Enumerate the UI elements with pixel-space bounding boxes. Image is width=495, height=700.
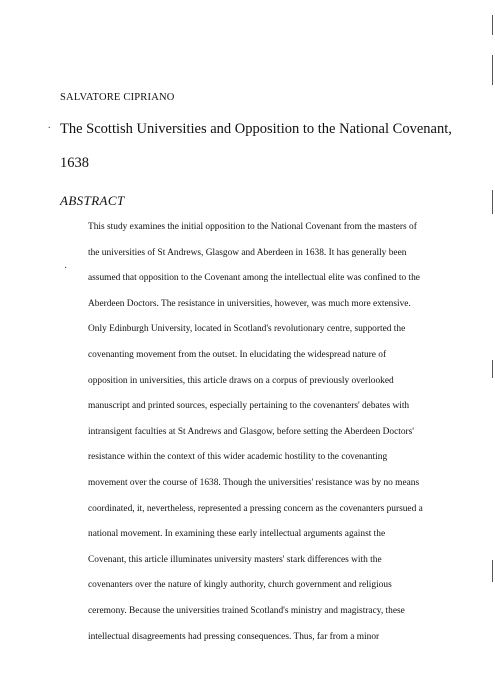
abstract-line: Covenant, this article illuminates university masters' stark differences with the <box>88 554 382 565</box>
abstract-line: covenanters over the nature of kingly authority, church government and religious <box>88 580 392 591</box>
abstract-line: manuscript and printed sources, especially pertaining to the covenanters' debates with <box>88 401 410 412</box>
abstract-line: intransigent faculties at St Andrews and Glasgow, before setting the Aberdeen Doctors' <box>88 426 414 437</box>
scan-speck: · <box>64 263 68 274</box>
abstract-line: movement over the course of 1638. Though the universities' resistance was by no means <box>88 477 420 488</box>
abstract-line: national movement. In examining these early intellectual arguments against the <box>88 529 386 540</box>
abstract-line: coordinated, it, nevertheless, represented a pressing concern as the covenanters pursued a <box>88 503 423 514</box>
scan-edge-mark <box>492 55 493 85</box>
abstract-line: intellectual disagreements had pressing consequences. Thus, far from a minor <box>88 631 380 642</box>
author-name: SALVATORE CIPRIANO <box>60 92 175 103</box>
paper-title: The Scottish Universities and Opposition to the National Covenant, 1638 <box>60 121 452 171</box>
abstract-line: ceremony. Because the universities trained Scotland's ministry and magistracy, these <box>88 605 405 616</box>
scan-edge-mark <box>492 360 493 378</box>
scan-edge-mark <box>492 560 493 582</box>
abstract-heading: ABSTRACT <box>60 193 125 208</box>
abstract-line: resistance within the context of this wider academic hostility to the covenanting <box>88 452 388 463</box>
scan-edge-mark <box>492 190 493 214</box>
abstract-line: Aberdeen Doctors. The resistance in universities, however, was much more extensive. <box>88 298 411 309</box>
abstract-line: Only Edinburgh University, located in Scotland's revolutionary centre, supported the <box>88 324 406 335</box>
scan-edge-mark <box>492 15 493 35</box>
abstract-line: opposition in universities, this article draws on a corpus of previously overlooked <box>88 375 394 386</box>
scan-speck: . <box>48 120 51 131</box>
abstract-body <box>88 215 423 650</box>
abstract-line: This study examines the initial opposition to the National Covenant from the masters of <box>88 222 417 232</box>
abstract-line: covenanting movement from the outset. In elucidating the widespread nature of <box>88 349 387 360</box>
abstract-line: assumed that opposition to the Covenant among the intellectual elite was confined to the <box>88 273 420 284</box>
abstract-line: the universities of St Andrews, Glasgow and Aberdeen in 1638. It has generally been <box>88 247 407 258</box>
